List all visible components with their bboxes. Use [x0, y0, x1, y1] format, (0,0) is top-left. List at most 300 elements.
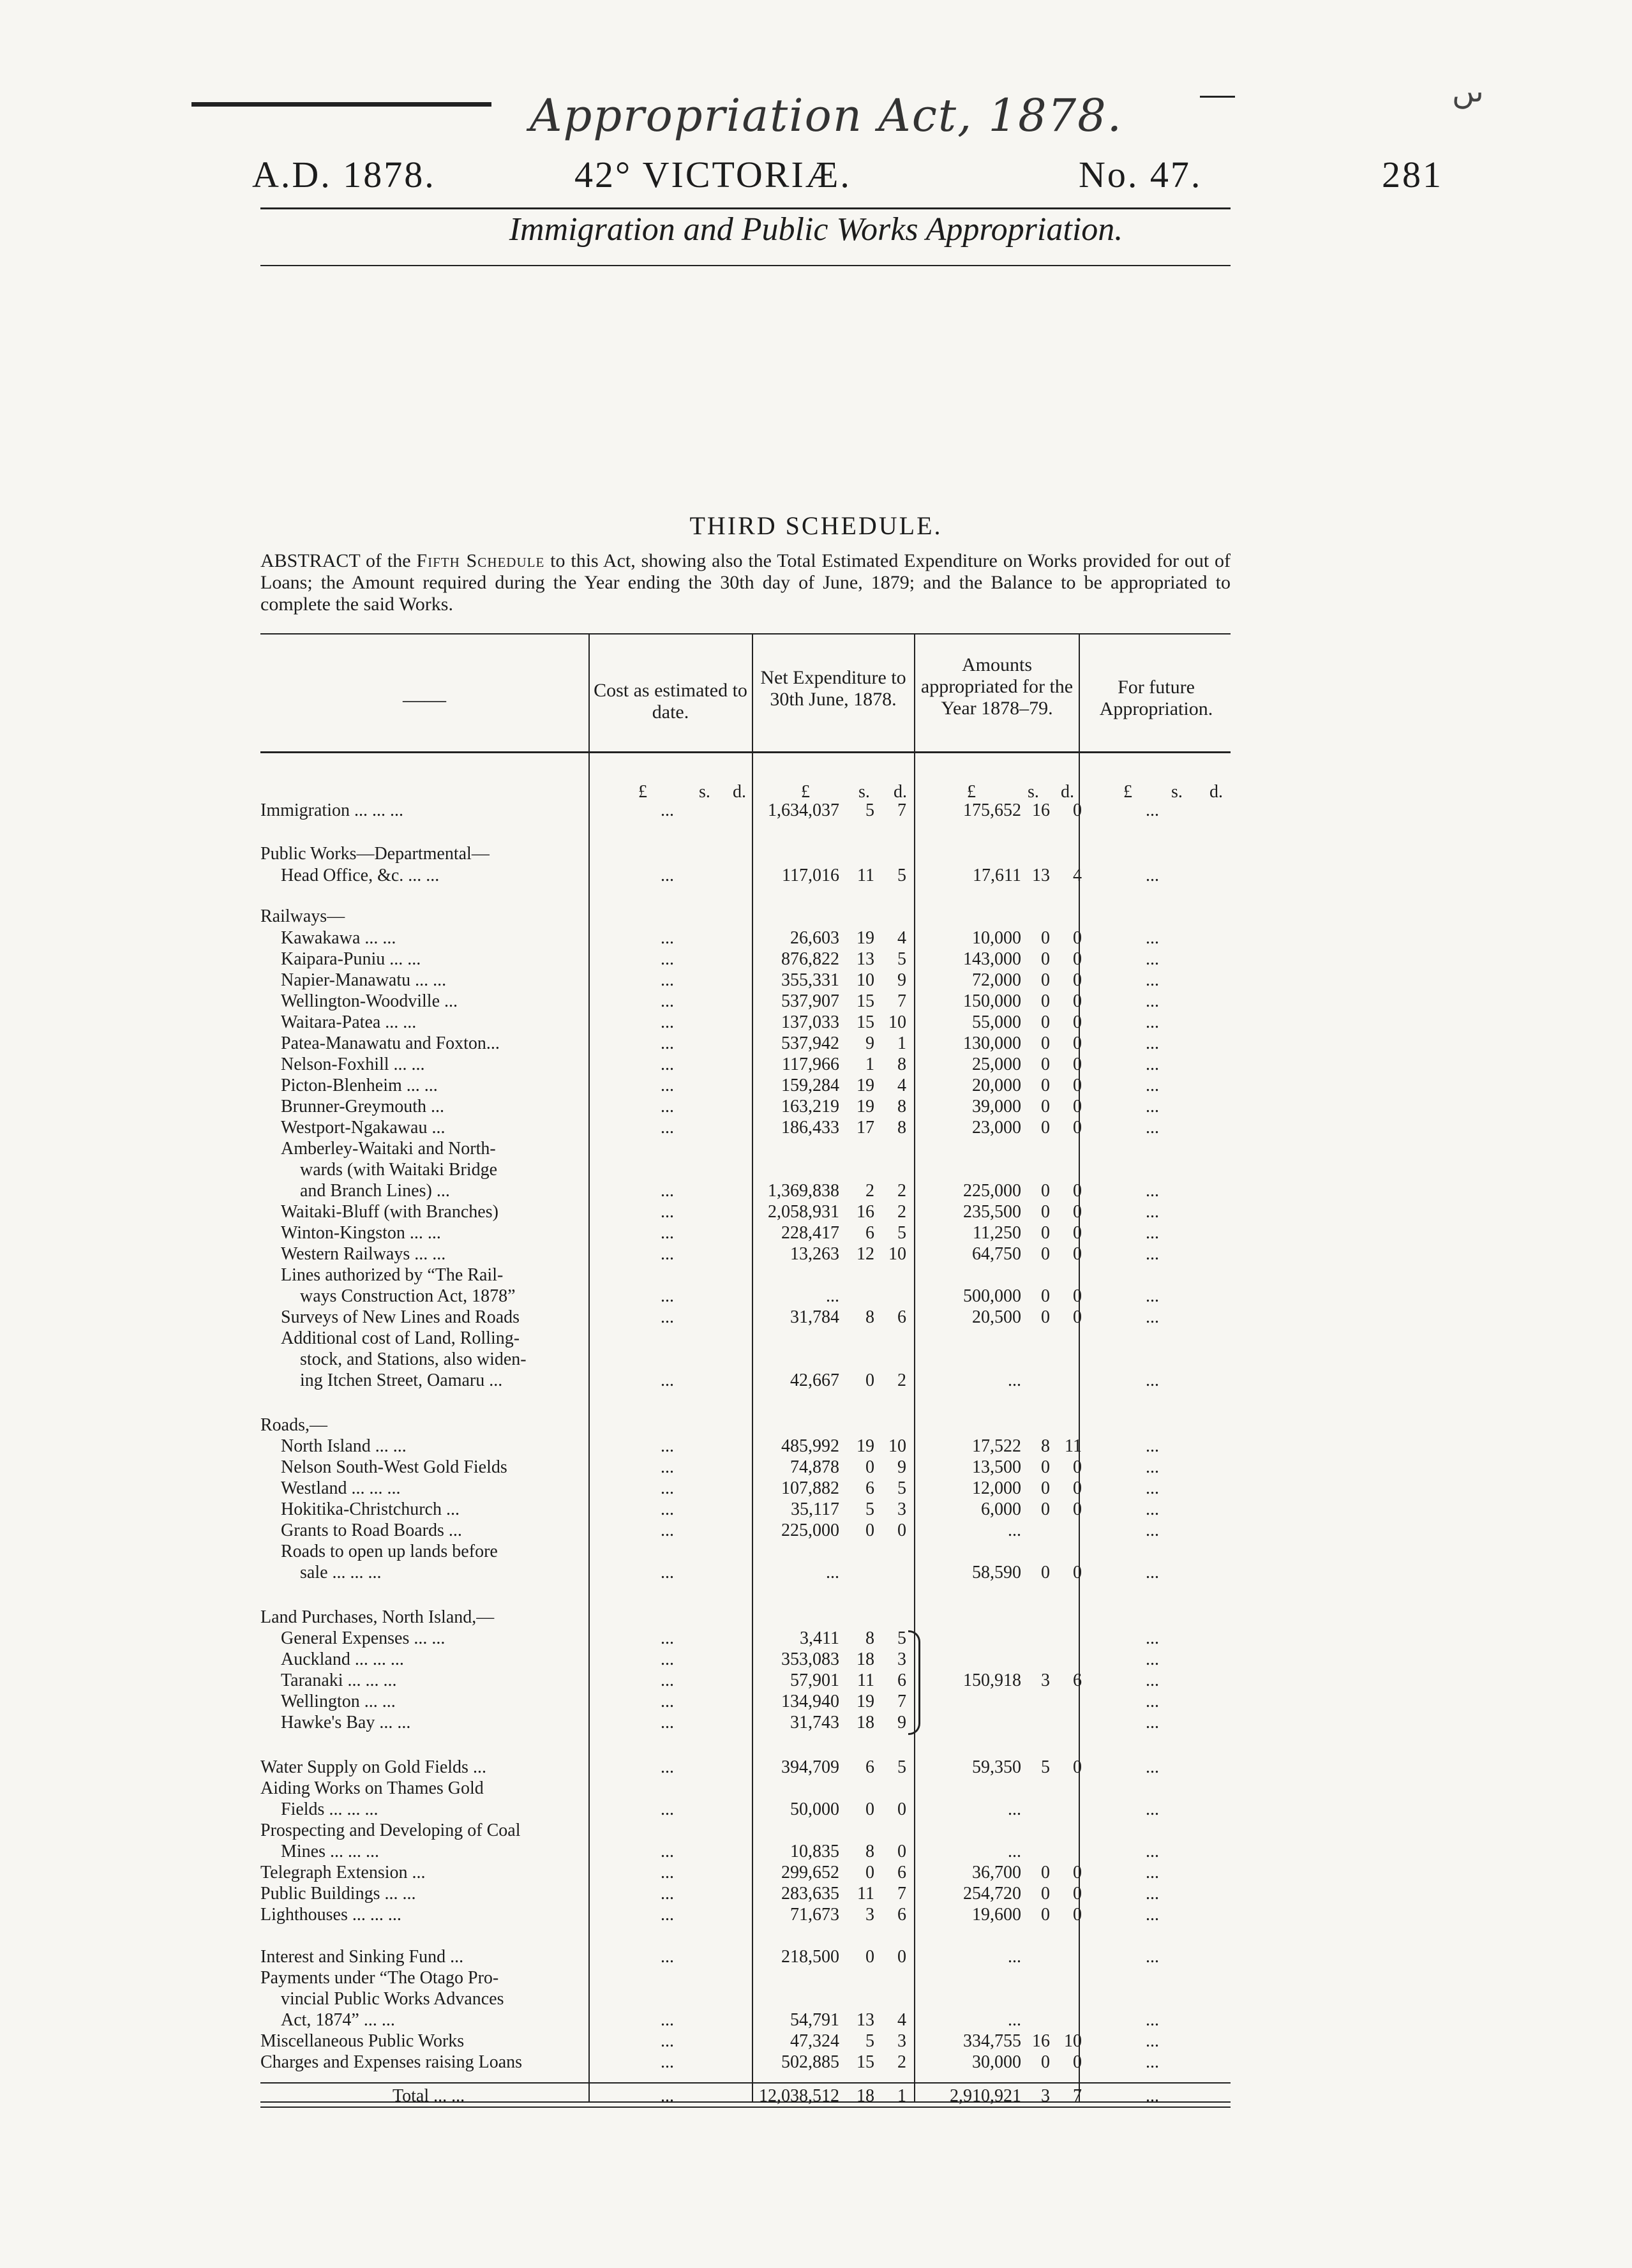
net-pounds: 1,634,037	[768, 800, 839, 820]
approp-pence: 0	[1073, 970, 1082, 990]
approp-shillings: 0	[1041, 928, 1050, 948]
approp-pounds: 334,755	[963, 2031, 1021, 2051]
row-label: wards (with Waitaki Bridge	[300, 1160, 498, 1180]
future-cell: ...	[1146, 2010, 1159, 2030]
net-pounds: 10,835	[790, 1842, 839, 1861]
cur-net-pence: d.	[894, 782, 907, 802]
approp-pence: 0	[1073, 991, 1082, 1011]
land-purchase-shillings: 3	[1041, 1671, 1050, 1690]
future-cell: ...	[1146, 1033, 1159, 1053]
net-pounds: 502,885	[781, 2052, 839, 2072]
cost-cell: ...	[661, 1202, 674, 1222]
net-pounds: 117,966	[782, 1055, 839, 1074]
table-bottom-rule-2	[260, 2107, 1231, 2108]
cur-approp-pound: £	[967, 782, 976, 802]
approp-shillings: 0	[1041, 1286, 1050, 1306]
header-rule-top	[260, 207, 1231, 209]
net-shillings: 19	[857, 1436, 874, 1456]
cost-cell: ...	[661, 1012, 674, 1032]
approp-shillings: 0	[1041, 1033, 1050, 1053]
cur-cost-shilling: s.	[699, 782, 710, 802]
approp-pence: 0	[1073, 1884, 1082, 1904]
future-cell: ...	[1146, 1947, 1159, 1967]
net-pence: 5	[897, 1223, 906, 1243]
net-shillings: 0	[865, 1799, 874, 1819]
net-shillings: 10	[857, 970, 874, 990]
approp-shillings: 0	[1041, 1076, 1050, 1095]
cur-cost-pence: d.	[733, 782, 746, 802]
approp-pounds: 17,522	[972, 1436, 1021, 1456]
column-divider-3	[914, 635, 915, 2103]
approp-shillings: 0	[1041, 1457, 1050, 1477]
net-shillings: 5	[865, 1499, 874, 1519]
net-shillings: 5	[865, 800, 874, 820]
land-purchase-pounds: 150,918	[963, 1671, 1021, 1690]
row-label: Kaipara-Puniu ... ...	[281, 949, 421, 969]
approp-shillings: 0	[1041, 1905, 1050, 1925]
net-shillings: 11	[857, 1671, 874, 1690]
cost-cell: ...	[661, 2031, 674, 2051]
approp-pounds: 23,000	[972, 1118, 1021, 1138]
future-cell: ...	[1146, 1521, 1159, 1540]
row-label: vincial Public Works Advances	[281, 1989, 504, 2009]
cost-cell: ...	[661, 1118, 674, 1138]
net-shillings: 19	[857, 928, 874, 948]
cost-cell: ...	[661, 1097, 674, 1116]
future-cell: ...	[1146, 1478, 1159, 1498]
future-cell: ...	[1146, 1307, 1159, 1327]
net-pounds: 353,083	[781, 1649, 839, 1669]
page-number: 281	[1382, 154, 1443, 195]
approp-pounds: ...	[1008, 2010, 1021, 2030]
net-pence: 7	[897, 800, 906, 820]
net-pence: 0	[897, 1842, 906, 1861]
net-shillings: 15	[857, 991, 874, 1011]
approp-shillings: 16	[1032, 800, 1050, 820]
cur-future-shilling: s.	[1171, 782, 1183, 802]
approp-shillings: 5	[1041, 1757, 1050, 1777]
abstract-text: to this Act, showing also the Total Estimated Expenditure on Works provided for out of Loans; the Amount required during the Year ending the 30th day of June, 1879; and the Balance to be appropriated to complete the said Works.	[260, 550, 1231, 615]
row-label: Charges and Expenses raising Loans	[260, 2052, 523, 2072]
approp-pounds: 64,750	[972, 1244, 1021, 1264]
cost-cell: ...	[661, 1244, 674, 1264]
net-pounds: 1,369,838	[768, 1181, 839, 1201]
header-act-number: No. 47.	[1079, 154, 1202, 195]
approp-pence: 0	[1073, 1055, 1082, 1074]
cost-cell: ...	[661, 1628, 674, 1648]
cost-cell: ...	[661, 970, 674, 990]
future-cell: ...	[1146, 1863, 1159, 1882]
cost-cell: ...	[661, 1757, 674, 1777]
row-label: Aiding Works on Thames Gold	[260, 1778, 484, 1798]
net-pence: 9	[897, 970, 906, 990]
approp-shillings: 0	[1041, 1223, 1050, 1243]
future-cell: ...	[1146, 800, 1159, 820]
net-pence: 1	[897, 1033, 906, 1053]
cost-cell: ...	[661, 1371, 674, 1390]
cost-cell: ...	[661, 2052, 674, 2072]
net-shillings: 15	[857, 1012, 874, 1032]
cost-cell: ...	[661, 1692, 674, 1711]
net-shillings: 19	[857, 1097, 874, 1116]
approp-pence: 0	[1073, 949, 1082, 969]
row-label: Picton-Blenheim ... ...	[281, 1076, 438, 1095]
net-pence: 0	[897, 1521, 906, 1540]
approp-pounds: ...	[1008, 1371, 1021, 1390]
cost-cell: ...	[661, 1223, 674, 1243]
net-pence: 3	[897, 2031, 906, 2051]
net-shillings: 13	[857, 2010, 874, 2030]
future-cell: ...	[1146, 1244, 1159, 1264]
net-pence: 6	[897, 1307, 906, 1327]
net-pence: 5	[897, 949, 906, 969]
net-shillings: 8	[865, 1842, 874, 1861]
net-pence: 7	[897, 991, 906, 1011]
row-label: Land Purchases, North Island,—	[260, 1607, 495, 1627]
approp-pence: 0	[1073, 1076, 1082, 1095]
future-cell: ...	[1146, 1181, 1159, 1201]
future-cell: ...	[1146, 991, 1159, 1011]
net-pence: 4	[897, 2010, 906, 2030]
row-label: Auckland ... ... ...	[281, 1649, 404, 1669]
approp-pounds: 55,000	[972, 1012, 1021, 1032]
total-cost: ...	[661, 2086, 674, 2106]
cost-cell: ...	[661, 1671, 674, 1690]
table-total-rule	[260, 2082, 1231, 2084]
net-shillings: 19	[857, 1692, 874, 1711]
net-pounds: 159,284	[781, 1076, 839, 1095]
net-pounds: 54,791	[790, 2010, 839, 2030]
column-divider-1	[588, 635, 590, 2103]
approp-pounds: 30,000	[972, 2052, 1021, 2072]
total-approp-pence: 7	[1073, 2086, 1082, 2106]
row-label: Hawke's Bay ... ...	[281, 1713, 411, 1732]
approp-pence: 0	[1073, 1457, 1082, 1477]
net-shillings: 1	[865, 1055, 874, 1074]
approp-pounds: ...	[1008, 1799, 1021, 1819]
approp-pounds: 150,000	[963, 991, 1021, 1011]
future-cell: ...	[1146, 1286, 1159, 1306]
colhead-future: For future Appropriation.	[1099, 677, 1213, 719]
net-pence: 0	[897, 1947, 906, 1967]
corner-mark: ںں	[1452, 75, 1484, 109]
future-cell: ...	[1146, 1905, 1159, 1925]
row-label: Waitara-Patea ... ...	[281, 1012, 417, 1032]
cost-cell: ...	[661, 1649, 674, 1669]
colhead-net: Net Expenditure to 30th June, 1878.	[760, 667, 906, 710]
approp-shillings: 0	[1041, 1118, 1050, 1138]
header-tick	[1200, 96, 1235, 98]
net-pounds: 13,263	[790, 1244, 839, 1264]
approp-shillings: 0	[1041, 1307, 1050, 1327]
row-label: Immigration ... ... ...	[260, 800, 403, 820]
net-pounds: 355,331	[781, 970, 839, 990]
net-shillings: 0	[865, 1521, 874, 1540]
approp-pence: 0	[1073, 1223, 1082, 1243]
net-pounds: 283,635	[781, 1884, 839, 1904]
approp-pence: 0	[1073, 2052, 1082, 2072]
schedule-abstract	[260, 550, 1231, 615]
colhead-appropriated: Amounts appropriated for the Year 1878–79.	[920, 654, 1074, 719]
net-pence: 2	[897, 1371, 906, 1390]
net-shillings: 6	[865, 1757, 874, 1777]
cost-cell: ...	[661, 1478, 674, 1498]
approp-pence: 0	[1073, 1499, 1082, 1519]
net-shillings: 19	[857, 1076, 874, 1095]
net-shillings: 11	[857, 1884, 874, 1904]
row-label: Western Railways ... ...	[281, 1244, 446, 1264]
net-pence: 0	[897, 1799, 906, 1819]
row-label: and Branch Lines) ...	[300, 1181, 450, 1201]
approp-pounds: 72,000	[972, 970, 1021, 990]
approp-pence: 0	[1073, 1012, 1082, 1032]
future-cell: ...	[1146, 2052, 1159, 2072]
row-label: Payments under “The Otago Pro-	[260, 1968, 499, 1988]
row-label: Patea-Manawatu and Foxton...	[281, 1033, 500, 1053]
future-cell: ...	[1146, 1055, 1159, 1074]
net-pounds: 876,822	[781, 949, 839, 969]
approp-pence: 0	[1073, 1181, 1082, 1201]
future-cell: ...	[1146, 1012, 1159, 1032]
net-pounds: 218,500	[781, 1947, 839, 1967]
net-pence: 4	[897, 1076, 906, 1095]
row-label: Westport-Ngakawau ...	[281, 1118, 445, 1138]
future-cell: ...	[1146, 970, 1159, 990]
net-shillings: 18	[857, 1713, 874, 1732]
future-cell: ...	[1146, 2031, 1159, 2051]
net-shillings: 0	[865, 1457, 874, 1477]
approp-pence: 0	[1073, 1286, 1082, 1306]
cost-cell: ...	[661, 866, 674, 885]
approp-pence: 0	[1073, 1033, 1082, 1053]
row-label: Public Buildings ... ...	[260, 1884, 416, 1904]
cur-net-shilling: s.	[858, 782, 870, 802]
approp-pence: 0	[1073, 1244, 1082, 1264]
net-pounds: 134,940	[781, 1692, 839, 1711]
net-pounds: 485,992	[781, 1436, 839, 1456]
future-cell: ...	[1146, 1649, 1159, 1669]
approp-shillings: 0	[1041, 1884, 1050, 1904]
approp-pounds: 39,000	[972, 1097, 1021, 1116]
net-shillings: 18	[857, 1649, 874, 1669]
approp-pence: 0	[1073, 1097, 1082, 1116]
row-label: Roads,—	[260, 1415, 327, 1435]
row-label: Taranaki ... ... ...	[281, 1671, 397, 1690]
row-label: Nelson South-West Gold Fields	[281, 1457, 507, 1477]
net-shillings: 15	[857, 2052, 874, 2072]
approp-shillings: 0	[1041, 970, 1050, 990]
approp-shillings: 13	[1032, 866, 1050, 885]
cost-cell: ...	[661, 1842, 674, 1861]
cost-cell: ...	[661, 1905, 674, 1925]
cur-future-pound: £	[1123, 782, 1132, 802]
row-label: Surveys of New Lines and Roads	[281, 1307, 520, 1327]
future-cell: ...	[1146, 949, 1159, 969]
row-label: Wellington-Woodville ...	[281, 991, 458, 1011]
net-shillings: 3	[865, 1905, 874, 1925]
cur-net-pound: £	[801, 782, 810, 802]
cost-cell: ...	[661, 1499, 674, 1519]
cost-cell: ...	[661, 1563, 674, 1582]
future-cell: ...	[1146, 1499, 1159, 1519]
approp-pounds: 58,590	[972, 1563, 1021, 1582]
row-label: Napier-Manawatu ... ...	[281, 970, 447, 990]
net-pence: 9	[897, 1457, 906, 1477]
net-pence: 7	[897, 1884, 906, 1904]
abstract-reference: Fifth Schedule	[416, 550, 545, 571]
approp-pence: 0	[1073, 800, 1082, 820]
approp-pounds: 12,000	[972, 1478, 1021, 1498]
net-pence: 10	[888, 1436, 906, 1456]
future-cell: ...	[1146, 1563, 1159, 1582]
cost-cell: ...	[661, 991, 674, 1011]
colhead-cost: Cost as estimated to date.	[594, 680, 747, 723]
net-pounds: 225,000	[781, 1521, 839, 1540]
future-cell: ...	[1146, 1757, 1159, 1777]
net-pounds: 3,411	[800, 1628, 839, 1648]
approp-pence: 4	[1073, 866, 1082, 885]
net-pence: 10	[888, 1012, 906, 1032]
row-label: Brunner-Greymouth ...	[281, 1097, 445, 1116]
cost-cell: ...	[661, 2010, 674, 2030]
row-label: Hokitika-Christchurch ...	[281, 1499, 460, 1519]
net-pounds: 117,016	[782, 866, 839, 885]
row-label: sale ... ... ...	[300, 1563, 382, 1582]
cost-cell: ...	[661, 1457, 674, 1477]
approp-shillings: 16	[1032, 2031, 1050, 2051]
approp-pounds: 59,350	[972, 1757, 1021, 1777]
row-label: ways Construction Act, 1878”	[300, 1286, 516, 1306]
net-pence: 8	[897, 1055, 906, 1074]
row-label: Amberley-Waitaki and North-	[281, 1139, 496, 1159]
approp-pounds: 11,250	[973, 1223, 1021, 1243]
net-shillings: 0	[865, 1863, 874, 1882]
net-shillings: 17	[857, 1118, 874, 1138]
approp-shillings: 0	[1041, 1012, 1050, 1032]
approp-pounds: 20,000	[972, 1076, 1021, 1095]
net-pounds: 31,743	[790, 1713, 839, 1732]
net-pence: 2	[897, 2052, 906, 2072]
row-label: stock, and Stations, also widen-	[300, 1349, 527, 1369]
approp-pounds: 25,000	[972, 1055, 1021, 1074]
approp-pounds: 20,500	[972, 1307, 1021, 1327]
future-cell: ...	[1146, 928, 1159, 948]
approp-pounds: 36,700	[972, 1863, 1021, 1882]
cur-approp-shilling: s.	[1028, 782, 1039, 802]
row-label: Miscellaneous Public Works	[260, 2031, 465, 2051]
row-label: Lines authorized by “The Rail-	[281, 1265, 504, 1285]
approp-pounds: 254,720	[963, 1884, 1021, 1904]
row-label: Waitaki-Bluff (with Branches)	[281, 1202, 498, 1222]
net-pounds: 47,324	[790, 2031, 839, 2051]
table-top-rule	[260, 633, 1231, 635]
total-net-pounds: 12,038,512	[759, 2086, 839, 2106]
total-approp-shillings: 3	[1041, 2086, 1050, 2106]
row-label: Wellington ... ...	[281, 1692, 396, 1711]
cost-cell: ...	[661, 1947, 674, 1967]
row-label: Fields ... ... ...	[281, 1799, 378, 1819]
approp-pence: 0	[1073, 1563, 1082, 1582]
row-label: Railways—	[260, 906, 345, 926]
future-cell: ...	[1146, 1628, 1159, 1648]
approp-pence: 0	[1073, 1202, 1082, 1222]
approp-shillings: 8	[1041, 1436, 1050, 1456]
approp-shillings: 0	[1041, 1244, 1050, 1264]
net-pounds: ...	[826, 1286, 839, 1306]
net-pounds: 31,784	[790, 1307, 839, 1327]
net-pence: 6	[897, 1863, 906, 1882]
cost-cell: ...	[661, 1033, 674, 1053]
net-pounds: 163,219	[781, 1097, 839, 1116]
handwritten-annotation: Appropriation Act, 1878.	[530, 89, 1123, 142]
approp-pounds: 235,500	[963, 1202, 1021, 1222]
total-approp-pounds: 2,910,921	[950, 2086, 1021, 2106]
net-pence: 7	[897, 1692, 906, 1711]
cur-cost-pound: £	[638, 782, 647, 802]
cost-cell: ...	[661, 1286, 674, 1306]
approp-shillings: 0	[1041, 1499, 1050, 1519]
net-pounds: 42,667	[790, 1371, 839, 1390]
net-pence: 5	[897, 1478, 906, 1498]
approp-shillings: 0	[1041, 1863, 1050, 1882]
row-label: Grants to Road Boards ...	[281, 1521, 462, 1540]
future-cell: ...	[1146, 1671, 1159, 1690]
header-regnal-year: 42° VICTORIÆ.	[574, 154, 851, 195]
net-shillings: 11	[857, 866, 874, 885]
net-shillings: 0	[865, 1947, 874, 1967]
net-pounds: 35,117	[791, 1499, 839, 1519]
net-pounds: 228,417	[781, 1223, 839, 1243]
net-pounds: 57,901	[790, 1671, 839, 1690]
net-pence: 3	[897, 1499, 906, 1519]
cost-cell: ...	[661, 1863, 674, 1882]
net-pounds: 74,878	[790, 1457, 839, 1477]
future-cell: ...	[1146, 1076, 1159, 1095]
cost-cell: ...	[661, 1799, 674, 1819]
net-pounds: ...	[826, 1563, 839, 1582]
row-label: Act, 1874” ... ...	[281, 2010, 395, 2030]
cost-cell: ...	[661, 1884, 674, 1904]
approp-pence: 0	[1073, 1307, 1082, 1327]
approp-shillings: 0	[1041, 1478, 1050, 1498]
future-cell: ...	[1146, 1097, 1159, 1116]
approp-pence: 0	[1073, 1118, 1082, 1138]
net-pence: 9	[897, 1713, 906, 1732]
row-label: Winton-Kingston ... ...	[281, 1223, 441, 1243]
net-shillings: 6	[865, 1223, 874, 1243]
net-pounds: 394,709	[781, 1757, 839, 1777]
colhead-dash: ——	[403, 688, 446, 712]
approp-pence: 0	[1073, 1757, 1082, 1777]
approp-pence: 0	[1073, 1478, 1082, 1498]
future-cell: ...	[1146, 866, 1159, 885]
net-pounds: 537,942	[781, 1033, 839, 1053]
cost-cell: ...	[661, 1181, 674, 1201]
row-label: North Island ... ...	[281, 1436, 407, 1456]
net-pounds: 71,673	[790, 1905, 839, 1925]
cost-cell: ...	[661, 1307, 674, 1327]
net-shillings: 16	[857, 1202, 874, 1222]
row-label: Telegraph Extension ...	[260, 1863, 426, 1882]
approp-pence: 0	[1073, 1863, 1082, 1882]
header-rule-bottom	[260, 265, 1231, 266]
future-cell: ...	[1146, 1842, 1159, 1861]
page-subtitle: Immigration and Public Works Appropriation.	[509, 211, 1123, 248]
cost-cell: ...	[661, 1436, 674, 1456]
net-pence: 8	[897, 1097, 906, 1116]
approp-pounds: 6,000	[981, 1499, 1021, 1519]
cost-cell: ...	[661, 1076, 674, 1095]
